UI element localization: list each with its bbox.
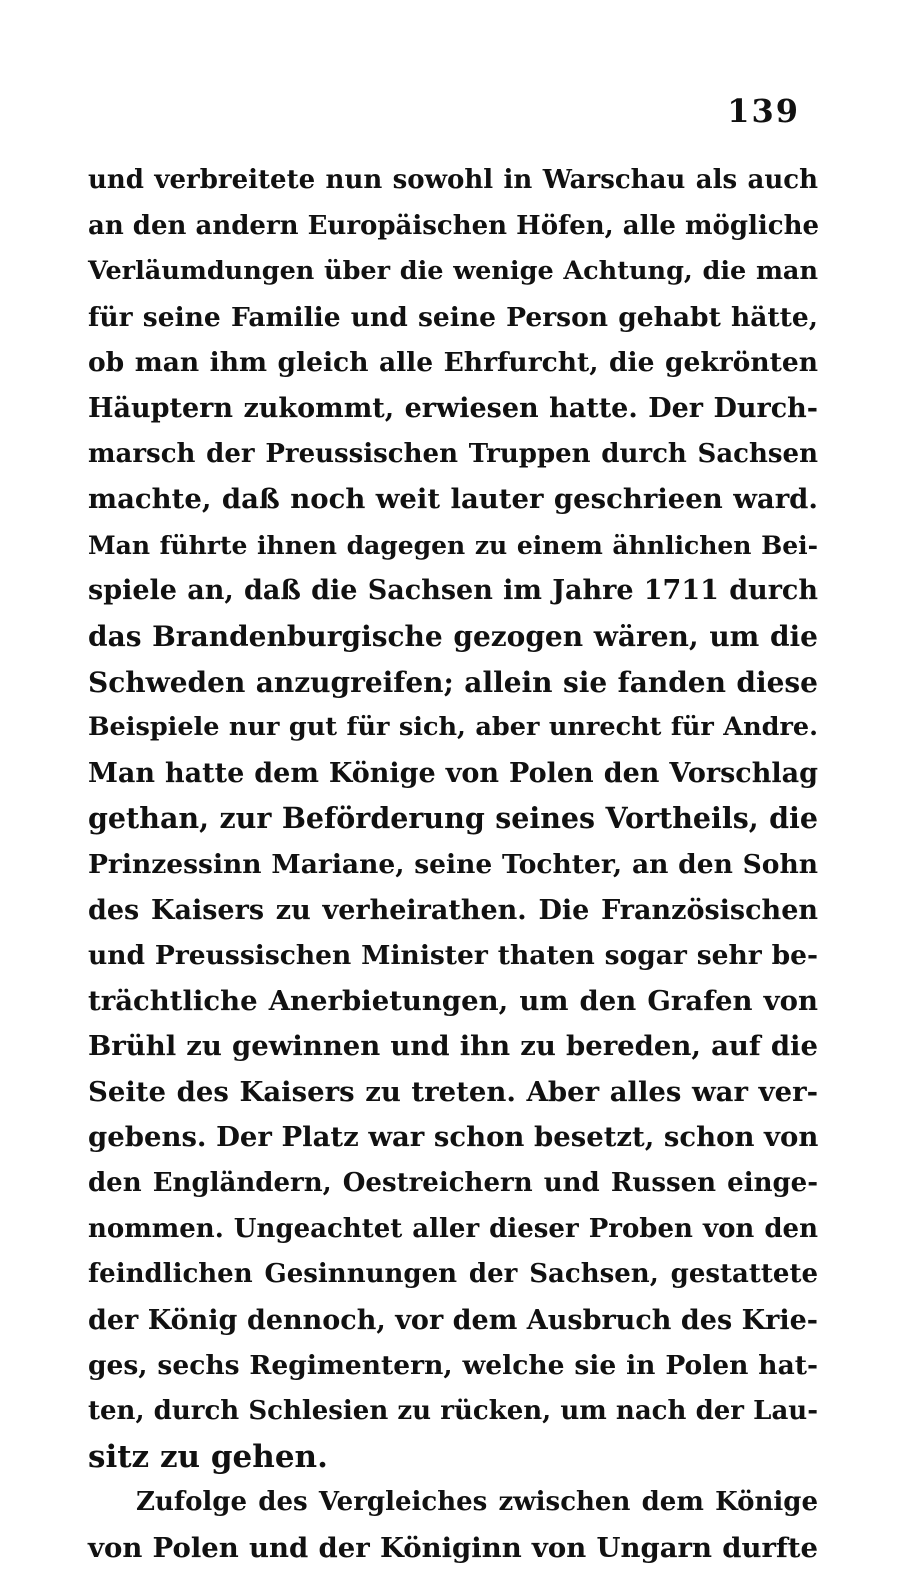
text-line: feindlichen Gesinnungen der Sachsen, gestattete xyxy=(88,1259,818,1290)
text-line: den Engländern, Oestreichern und Russen einge- xyxy=(88,1168,818,1199)
text-line: Beispiele nur gut für sich, aber unrecht für Andre. xyxy=(88,712,818,743)
text-line-paragraph-end: sitz zu gehen. xyxy=(88,1438,328,1475)
text-line: Häuptern zukommt, erwiesen hatte. Der Durch- xyxy=(88,392,818,424)
text-line: spiele an, daß die Sachsen im Jahre 1711 durch xyxy=(88,575,818,607)
text-line: für seine Familie und seine Person gehabt hätte, xyxy=(88,301,818,333)
text-line: ges, sechs Regimentern, welche sie in Polen hat- xyxy=(88,1350,818,1382)
text-line: ten, durch Schlesien zu rücken, um nach der Lau- xyxy=(88,1396,818,1427)
text-line: Verläumdungen über die wenige Achtung, die man xyxy=(88,256,818,287)
text-line: marsch der Preussischen Truppen durch Sachsen xyxy=(88,438,818,469)
text-line: und verbreitete nun sowohl in Warschau als auch xyxy=(88,165,818,195)
page-number: 139 xyxy=(727,92,800,130)
text-line: das Brandenburgische gezogen wären, um die xyxy=(88,619,818,653)
text-line: und Preussischen Minister thaten sogar sehr be- xyxy=(88,940,818,972)
text-line: trächtliche Anerbietungen, um den Grafen von xyxy=(88,984,818,1017)
text-line: Brühl zu gewinnen und ihn zu bereden, auf die xyxy=(88,1030,818,1063)
text-line: Man führte ihnen dagegen zu einem ähnlichen Bei- xyxy=(88,530,818,560)
text-line: der König dennoch, vor dem Ausbruch des Krie- xyxy=(88,1304,818,1336)
text-line: Prinzessinn Mariane, seine Tochter, an den Sohn xyxy=(88,848,818,880)
text-line: gebens. Der Platz war schon besetzt, schon von xyxy=(88,1121,819,1154)
text-line: nommen. Ungeachtet aller dieser Proben von den xyxy=(88,1213,818,1244)
text-line: des Kaisers zu verheirathen. Die Französischen xyxy=(88,894,818,926)
text-line-paragraph-start: Zufolge des Vergleiches zwischen dem Könige xyxy=(136,1487,818,1518)
text-line: machte, daß noch weit lauter geschrieen ward. xyxy=(88,483,818,516)
body-text xyxy=(88,158,818,1571)
text-line: ob man ihm gleich alle Ehrfurcht, die gekrönten xyxy=(88,347,818,379)
text-line: Seite des Kaisers zu treten. Aber alles war ver- xyxy=(88,1075,818,1108)
text-line: an den andern Europäischen Höfen, alle mögliche xyxy=(88,210,820,241)
text-line: Man hatte dem Könige von Polen den Vorschlag xyxy=(88,757,818,789)
text-line: von Polen und der Königinn von Ungarn durfte xyxy=(88,1531,818,1564)
text-line: Schweden anzugreifen; allein sie fanden diese xyxy=(88,665,818,699)
text-line: gethan, zur Beförderung seines Vortheils, die xyxy=(88,801,818,836)
